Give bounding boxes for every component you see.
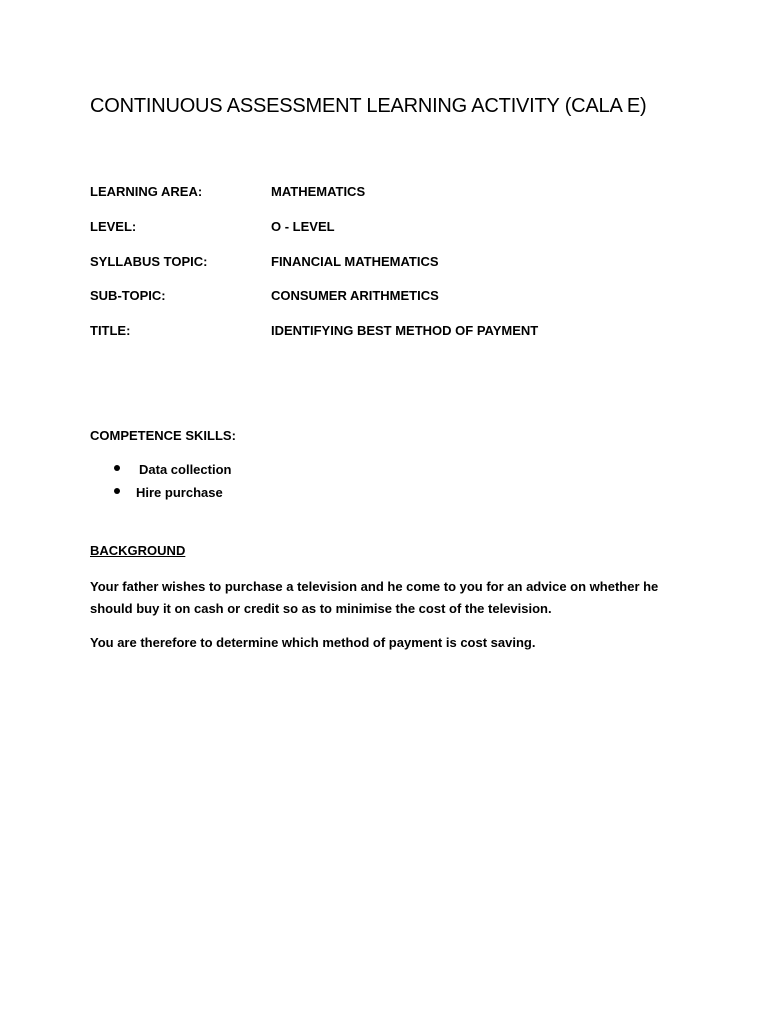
info-label: TITLE:	[90, 323, 131, 339]
info-value: CONSUMER ARITHMETICS	[271, 288, 439, 304]
info-value: O - LEVEL	[271, 218, 335, 234]
list-item-text: Data collection	[139, 462, 232, 477]
info-label: SUB-TOPIC:	[90, 288, 166, 304]
document-title: CONTINUOUS ASSESSMENT LEARNING ACTIVITY (CALA E)	[90, 95, 647, 117]
list-item-text: Hire purchase	[136, 485, 223, 500]
info-value: IDENTIFYING BEST METHOD OF PAYMENT	[271, 323, 539, 339]
task-paragraph: You are therefore to determine which method of payment is cost saving.	[90, 635, 536, 650]
info-label: SYLLABUS TOPIC:	[90, 253, 208, 269]
bullet-icon	[114, 465, 120, 471]
competence-skills-heading: COMPETENCE SKILLS:	[90, 428, 236, 443]
background-heading: BACKGROUND	[90, 543, 186, 558]
info-value: FINANCIAL MATHEMATICS	[271, 253, 439, 269]
info-label: LEVEL:	[90, 218, 137, 234]
info-label: LEARNING AREA:	[90, 184, 203, 199]
bullet-icon	[114, 488, 120, 494]
background-paragraph: Your father wishes to purchase a television and he come to you for an advice on whether he should buy it on cash or credit so as to minimise the cost of the television.	[90, 579, 659, 616]
info-value: MATHEMATICS	[271, 184, 366, 199]
